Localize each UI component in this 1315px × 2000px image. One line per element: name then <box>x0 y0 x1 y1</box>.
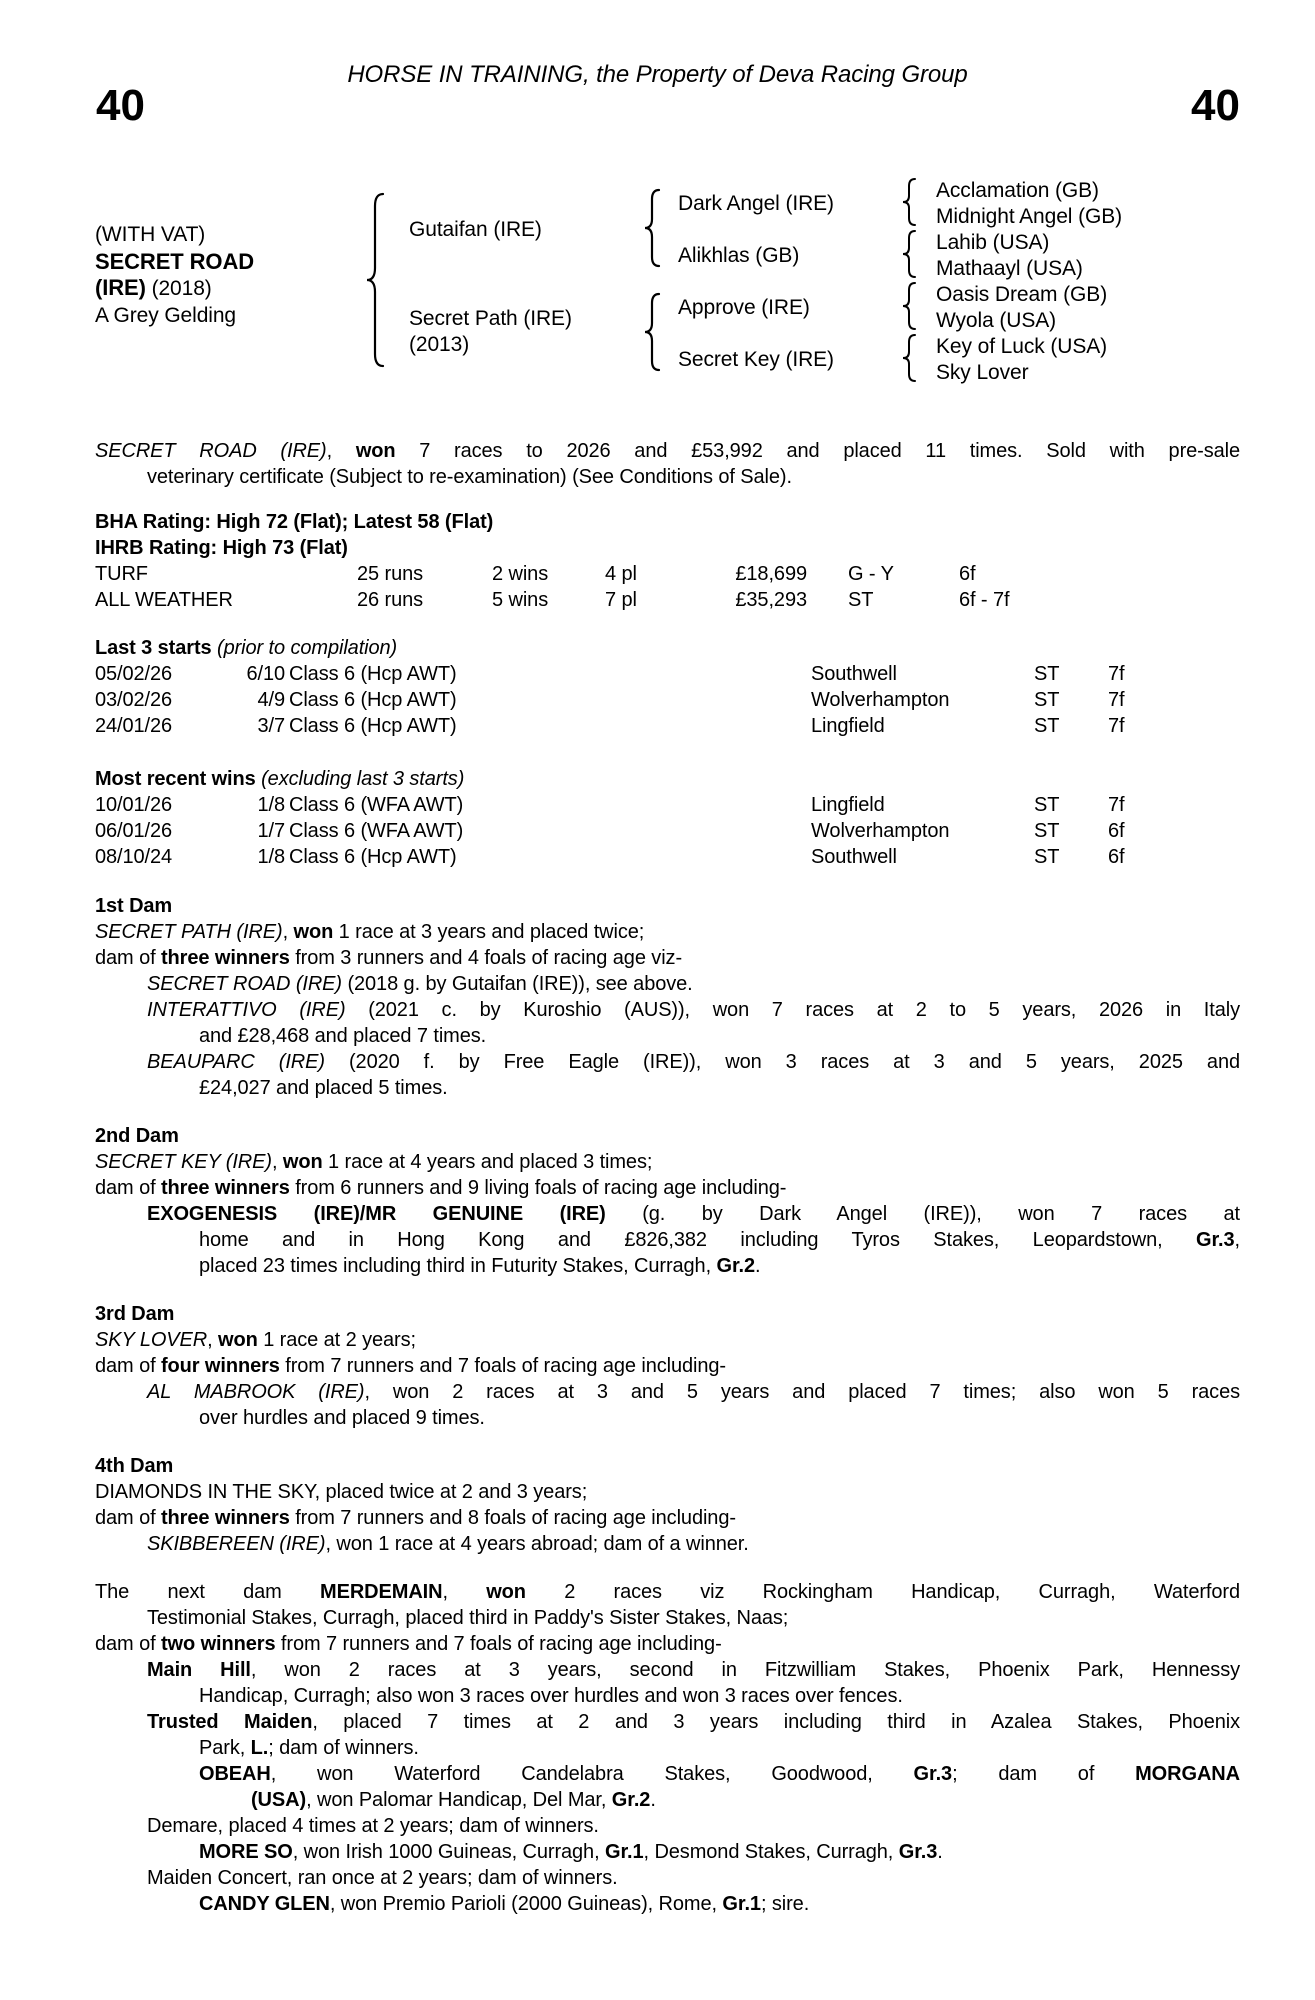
text-line <box>199 1891 1240 1917</box>
table-cell: 06/01/26 <box>95 820 173 842</box>
table-cell: Southwell <box>811 663 897 685</box>
text-line <box>95 1353 1240 1379</box>
text-line <box>147 1201 1240 1227</box>
text-run: won <box>218 1329 258 1351</box>
table-cell: Class 6 (Hcp AWT) <box>289 715 457 737</box>
text-line <box>95 1479 1240 1505</box>
table-cell: 2 wins <box>492 563 549 585</box>
third-dam-section <box>95 1301 1240 1431</box>
pedigree-gen2-name: Secret Key (IRE) <box>678 348 834 371</box>
text-run: , <box>207 1329 219 1351</box>
table-cell: Class 6 (Hcp AWT) <box>289 846 457 868</box>
section-heading <box>95 635 1240 661</box>
text-run: ; dam of <box>952 1763 1136 1785</box>
pedigree-brace-gen3 <box>901 229 917 279</box>
text-run: Gr.3 <box>913 1763 953 1785</box>
text-run: Park, <box>199 1737 251 1759</box>
text-run: , won Irish 1000 Guineas, Curragh, <box>292 1841 605 1863</box>
table-cell: 7f <box>1108 715 1125 737</box>
text-line <box>147 1379 1240 1405</box>
dam-paragraphs <box>95 1479 1240 1557</box>
table-cell: 08/10/24 <box>95 846 173 868</box>
pedigree-gen3-name: Oasis Dream (GB) <box>936 283 1108 306</box>
table-row <box>95 792 1240 818</box>
pedigree-gen3-name: Midnight Angel (GB) <box>936 205 1123 228</box>
table-cell: 7f <box>1108 689 1125 711</box>
text-run: from 7 runners and 7 foals of racing age including- <box>279 1355 726 1377</box>
table-cell: ST <box>1034 846 1060 868</box>
text-run: CANDY GLEN <box>199 1893 330 1915</box>
text-run: L. <box>250 1737 269 1759</box>
text-line <box>199 1227 1240 1253</box>
text-run: two winners <box>161 1633 276 1655</box>
table-cell: £18,699 <box>735 563 807 585</box>
text-line <box>95 1505 1240 1531</box>
text-run: Last 3 starts <box>95 637 212 659</box>
table-cell: 4 pl <box>605 563 637 585</box>
table-row <box>95 661 1240 687</box>
most-recent-wins-section <box>95 766 1240 870</box>
dam-paragraphs <box>95 919 1240 1101</box>
text-run: 7 races to 2026 and £53,992 and placed 11 times. Sold with pre-sale <box>395 440 1240 462</box>
section-heading <box>95 766 1240 792</box>
text-run: , won 1 race at 4 years abroad; dam of a winner. <box>325 1533 749 1555</box>
table-row <box>95 561 1240 587</box>
table-cell: 10/01/26 <box>95 794 173 816</box>
ratings-block <box>95 509 1240 561</box>
text-run: IHRB Rating: High 73 (Flat) <box>95 537 348 559</box>
text-run: Most recent wins <box>95 768 256 790</box>
text-run: SECRET ROAD (IRE) <box>147 973 342 995</box>
text-run: (USA) <box>251 1789 307 1811</box>
text-line <box>147 1657 1240 1683</box>
pedigree-gen2-name: Dark Angel (IRE) <box>678 192 834 215</box>
text-run: from 3 runners and 4 foals of racing age viz- <box>289 947 683 969</box>
table-cell: 7f <box>1108 663 1125 685</box>
table-cell: 24/01/26 <box>95 715 173 737</box>
pedigree-gen2-name: Alikhlas (GB) <box>678 244 800 267</box>
text-run: won <box>486 1581 526 1603</box>
text-line <box>95 509 1240 535</box>
text-line <box>199 1683 1240 1709</box>
pedigree-gen3-name: Wyola (USA) <box>936 309 1057 332</box>
pedigree-brace-gen2-sire <box>643 188 661 268</box>
dam-heading: 2nd Dam <box>95 1125 179 1147</box>
text-run: dam of <box>95 1177 161 1199</box>
text-run: Gr.2 <box>716 1255 756 1277</box>
text-run: dam of <box>95 1507 161 1529</box>
text-line <box>147 1531 1240 1557</box>
text-line <box>147 997 1240 1023</box>
pedigree-gen3-name: Acclamation (GB) <box>936 179 1099 202</box>
text-run: . <box>650 1789 656 1811</box>
text-run: (2020 f. by Free Eagle (IRE)), won 3 races at 3 and 5 years, 2025 and <box>324 1051 1240 1073</box>
text-line <box>147 1049 1240 1075</box>
page-title: HORSE IN TRAINING, the Property of Deva Racing Group <box>347 61 968 88</box>
text-run: 1 race at 4 years and placed 3 times; <box>322 1151 653 1173</box>
table-cell: 4/9 <box>257 689 285 711</box>
career-stats-table <box>95 561 1240 613</box>
pedigree-brace-gen3 <box>901 333 917 383</box>
text-line <box>95 1327 1240 1353</box>
table-cell: 1/8 <box>257 846 285 868</box>
text-line <box>251 1787 1240 1813</box>
table-cell: 26 runs <box>357 589 424 611</box>
text-line <box>199 1405 1240 1431</box>
table-cell: TURF <box>95 563 148 585</box>
pedigree-brace-gen1 <box>365 192 385 368</box>
dam-paragraphs <box>95 1149 1240 1279</box>
text-run: EXOGENESIS (IRE)/MR GENUINE (IRE) <box>147 1203 606 1225</box>
table-cell: Class 6 (Hcp AWT) <box>289 663 457 685</box>
text-run: £24,027 and placed 5 times. <box>199 1077 448 1099</box>
text-line <box>147 1813 1240 1839</box>
text-run: (2021 c. by Kuroshio (AUS)), won 7 races at 2 to 5 years, 2026 in Italy <box>345 999 1240 1021</box>
text-line <box>147 1605 1240 1631</box>
text-run: from 7 runners and 7 foals of racing age including- <box>275 1633 722 1655</box>
table-cell: Wolverhampton <box>811 689 950 711</box>
text-run: three winners <box>161 1507 290 1529</box>
text-run: SECRET PATH (IRE) <box>95 921 283 943</box>
text-line <box>199 1253 1240 1279</box>
pedigree-gen2-name: Approve (IRE) <box>678 296 810 319</box>
text-run: dam of <box>95 1633 161 1655</box>
lot-number-right: 40 <box>1191 81 1240 130</box>
text-run: , won Premio Parioli (2000 Guineas), Rome, <box>329 1893 723 1915</box>
table-cell: 6f <box>1108 846 1125 868</box>
fourth-dam-section <box>95 1453 1240 1557</box>
text-run: , <box>1234 1229 1240 1251</box>
text-run: dam of <box>95 1355 161 1377</box>
text-run: AL MABROOK (IRE) <box>147 1381 365 1403</box>
summary-paragraph <box>95 438 1240 490</box>
text-run: Main Hill <box>147 1659 251 1681</box>
pedigree-gen3-name: Mathaayl (USA) <box>936 257 1083 280</box>
text-run: 2 races viz Rockingham Handicap, Curragh, Waterford <box>525 1581 1240 1603</box>
pedigree-subject <box>95 222 254 329</box>
text-run: , won Waterford Candelabra Stakes, Goodwood, <box>270 1763 914 1785</box>
text-run: , <box>326 440 356 462</box>
text-line <box>199 1735 1240 1761</box>
second-dam-section <box>95 1123 1240 1279</box>
text-line <box>199 1023 1240 1049</box>
text-run: . <box>937 1841 943 1863</box>
text-run: , placed 7 times at 2 and 3 years including third in Azalea Stakes, Phoenix <box>312 1711 1240 1733</box>
text-run: won <box>355 440 396 462</box>
text-run: OBEAH <box>199 1763 271 1785</box>
text-run: SKY LOVER <box>95 1329 208 1351</box>
pedigree-dam: Secret Path (IRE) (2013) <box>409 307 572 356</box>
table-cell: 03/02/26 <box>95 689 173 711</box>
text-run: ; dam of winners. <box>268 1737 419 1759</box>
pedigree-sire: Gutaifan (IRE) <box>409 218 542 241</box>
table-cell: ST <box>848 589 874 611</box>
text-run: SECRET ROAD (IRE) <box>95 440 327 462</box>
text-run: SECRET KEY (IRE) <box>95 1151 272 1173</box>
table-cell: 7 pl <box>605 589 637 611</box>
text-run: MORE SO <box>199 1841 293 1863</box>
pedigree-gen3-name: Sky Lover <box>936 361 1029 384</box>
text-line <box>95 945 1240 971</box>
dam-heading: 3rd Dam <box>95 1303 175 1325</box>
text-run: MERDEMAIN <box>320 1581 443 1603</box>
table-cell: 1/7 <box>257 820 285 842</box>
text-run: , won 2 races at 3 years, second in Fitzwilliam Stakes, Phoenix Park, Hennessy <box>250 1659 1241 1681</box>
text-run: Demare, placed 4 times at 2 years; dam of winners. <box>147 1815 599 1837</box>
text-run: (g. by Dark Angel (IRE)), won 7 races at <box>605 1203 1240 1225</box>
table-cell: ST <box>1034 820 1060 842</box>
table-cell: 7f <box>1108 794 1125 816</box>
text-run: three winners <box>161 947 290 969</box>
text-run: (excluding last 3 starts) <box>261 768 465 790</box>
text-run: Gr.1 <box>722 1893 761 1915</box>
table-row <box>95 687 1240 713</box>
text-run: MORGANA <box>1135 1763 1240 1785</box>
text-run: (prior to compilation) <box>217 637 398 659</box>
table-row <box>95 818 1240 844</box>
text-run: placed 23 times including third in Futurity Stakes, Curragh, <box>199 1255 717 1277</box>
text-run: . <box>755 1255 761 1277</box>
pedigree-diagram <box>95 170 1245 415</box>
text-line <box>95 1631 1240 1657</box>
table-cell: Class 6 (WFA AWT) <box>289 820 464 842</box>
table-cell: ALL WEATHER <box>95 589 233 611</box>
pedigree-gen3-column <box>936 178 1122 386</box>
most-recent-wins-table <box>95 792 1240 870</box>
text-run: won <box>282 1151 323 1173</box>
pedigree-gen3-name: Lahib (USA) <box>936 231 1050 254</box>
text-line <box>199 1839 1240 1865</box>
first-dam-section <box>95 893 1240 1101</box>
text-line <box>95 1579 1240 1605</box>
table-cell: ST <box>1034 663 1060 685</box>
vat-note: (WITH VAT) <box>95 223 206 246</box>
text-run: The next dam <box>95 1581 321 1603</box>
table-cell: 5 wins <box>492 589 549 611</box>
pedigree-brace-gen3 <box>901 177 917 227</box>
text-line <box>95 438 1240 464</box>
text-line <box>95 1149 1240 1175</box>
table-cell: Lingfield <box>811 715 885 737</box>
text-run: BHA Rating: High 72 (Flat); Latest 58 (Flat) <box>95 511 494 533</box>
table-cell: Class 6 (WFA AWT) <box>289 794 464 816</box>
table-cell: 6f <box>959 563 976 585</box>
text-run: veterinary certificate (Subject to re-examination) (See Conditions of Sale). <box>147 466 792 488</box>
text-line <box>95 919 1240 945</box>
text-line <box>95 535 1240 561</box>
text-run: SKIBBEREEN (IRE) <box>147 1533 326 1555</box>
text-run: from 7 runners and 8 foals of racing age including- <box>289 1507 736 1529</box>
text-run: three winners <box>161 1177 290 1199</box>
text-run: , <box>271 1151 283 1173</box>
last-3-starts-table <box>95 661 1240 739</box>
pedigree-brace-gen2-dam <box>643 292 661 372</box>
text-run: 1 race at 3 years and placed twice; <box>333 921 645 943</box>
text-line <box>199 1075 1240 1101</box>
table-cell: 6/10 <box>246 663 285 685</box>
text-line <box>147 464 1240 490</box>
text-run: , won 2 races at 3 and 5 years and placed 7 times; also won 5 races <box>364 1381 1241 1403</box>
text-line <box>147 1865 1240 1891</box>
text-run: Handicap, Curragh; also won 3 races over hurdles and won 3 races over fences. <box>199 1685 903 1707</box>
text-run: Gr.3 <box>1196 1229 1235 1251</box>
text-run: Maiden Concert, ran once at 2 years; dam of winners. <box>147 1867 618 1889</box>
pedigree-brace-gen3 <box>901 281 917 331</box>
text-run: over hurdles and placed 9 times. <box>199 1407 485 1429</box>
further-family-section <box>95 1579 1240 1917</box>
text-run: , Desmond Stakes, Curragh, <box>643 1841 899 1863</box>
table-cell: 25 runs <box>357 563 424 585</box>
table-cell: 6f - 7f <box>959 589 1010 611</box>
text-run: , won Palomar Handicap, Del Mar, <box>306 1789 612 1811</box>
table-cell: Southwell <box>811 846 897 868</box>
table-cell: Lingfield <box>811 794 885 816</box>
catalogue-body <box>95 438 1240 1917</box>
table-cell: G - Y <box>848 563 894 585</box>
text-run: won <box>293 921 334 943</box>
dam-paragraphs <box>95 1327 1240 1431</box>
text-run: DIAMONDS IN THE SKY, placed twice at 2 and 3 years; <box>95 1481 588 1503</box>
table-cell: 3/7 <box>257 715 285 737</box>
text-run: INTERATTIVO (IRE) <box>147 999 346 1021</box>
text-run: 1 race at 2 years; <box>257 1329 416 1351</box>
text-run: from 6 runners and 9 living foals of racing age including- <box>289 1177 787 1199</box>
horse-origin-year: (IRE) (2018) <box>95 275 212 300</box>
text-run: (2018 g. by Gutaifan (IRE)), see above. <box>341 973 693 995</box>
text-run: four winners <box>161 1355 280 1377</box>
lot-number-left: 40 <box>96 81 145 130</box>
horse-name: SECRET ROAD <box>95 248 255 274</box>
dam-heading: 4th Dam <box>95 1455 174 1477</box>
table-cell: Class 6 (Hcp AWT) <box>289 689 457 711</box>
table-cell: ST <box>1034 794 1060 816</box>
text-line <box>199 1761 1240 1787</box>
table-cell: ST <box>1034 689 1060 711</box>
table-cell: 6f <box>1108 820 1125 842</box>
table-cell: 05/02/26 <box>95 663 173 685</box>
text-run: Gr.3 <box>898 1841 938 1863</box>
dam-heading: 1st Dam <box>95 895 173 917</box>
text-line <box>95 1175 1240 1201</box>
text-line <box>147 1709 1240 1735</box>
pedigree-gen3-name: Key of Luck (USA) <box>936 335 1108 358</box>
text-run: , <box>442 1581 487 1603</box>
text-run: Gr.2 <box>611 1789 651 1811</box>
text-run: Gr.1 <box>605 1841 644 1863</box>
text-line <box>147 971 1240 997</box>
text-run: home and in Hong Kong and £826,382 including Tyros Stakes, Leopardstown, <box>199 1229 1196 1251</box>
text-run: , <box>282 921 294 943</box>
table-row <box>95 844 1240 870</box>
table-cell: £35,293 <box>735 589 807 611</box>
text-run: Trusted Maiden <box>147 1711 313 1733</box>
table-cell: 1/8 <box>257 794 285 816</box>
text-run: ; sire. <box>760 1893 810 1915</box>
table-row <box>95 587 1240 613</box>
text-run: Testimonial Stakes, Curragh, placed third in Paddy's Sister Stakes, Naas; <box>147 1607 789 1629</box>
table-cell: ST <box>1034 715 1060 737</box>
horse-description: A Grey Gelding <box>95 303 237 327</box>
table-cell: Wolverhampton <box>811 820 950 842</box>
text-run: dam of <box>95 947 161 969</box>
table-row <box>95 713 1240 739</box>
last-3-starts-section <box>95 635 1240 739</box>
text-run: and £28,468 and placed 7 times. <box>199 1025 487 1047</box>
text-run: BEAUPARC (IRE) <box>147 1051 325 1073</box>
